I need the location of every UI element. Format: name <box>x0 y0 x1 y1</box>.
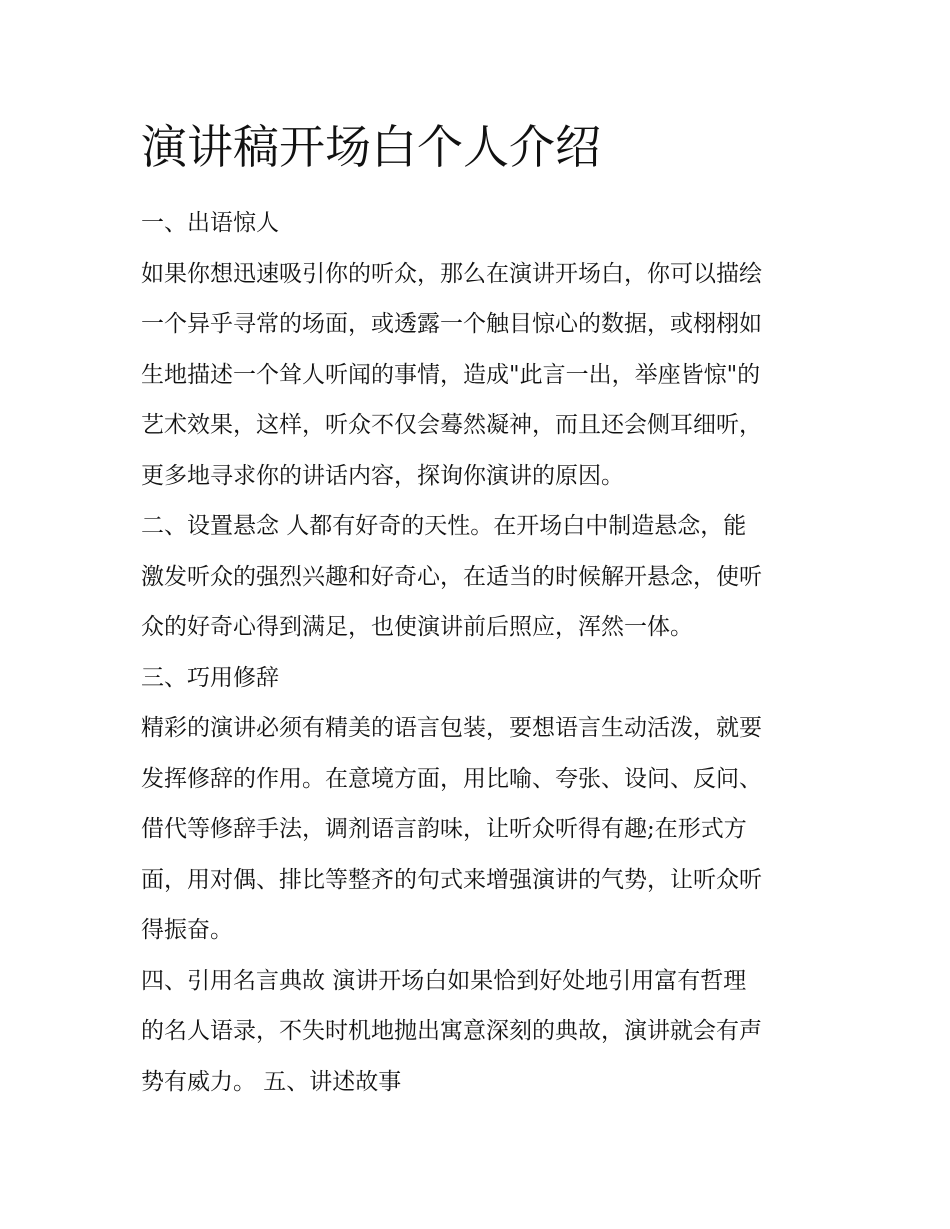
paragraph-line: 面，用对偶、排比等整齐的句式来增强演讲的气势，让听众听 <box>141 867 762 893</box>
paragraph-line: 得振奋。 <box>141 917 233 943</box>
paragraph-line: 更多地寻求你的讲话内容，探询你演讲的原因。 <box>141 463 624 489</box>
section-heading-1: 一、出语惊人 <box>141 210 279 236</box>
section-heading-2: 二、设置悬念 人都有好奇的天性。在开场白中制造悬念，能 <box>141 513 747 539</box>
section-heading-4: 四、引用名言典故 演讲开场白如果恰到好处地引用富有哲理 <box>141 968 747 994</box>
section-heading-3: 三、巧用修辞 <box>141 665 279 691</box>
paragraph-line: 的名人语录，不失时机地抛出寓意深刻的典故，演讲就会有声 <box>141 1018 762 1044</box>
paragraph-line: 精彩的演讲必须有精美的语言包装，要想语言生动活泼，就要 <box>141 715 762 741</box>
paragraph-line: 激发听众的强烈兴趣和好奇心，在适当的时候解开悬念，使听 <box>141 564 762 590</box>
paragraph-line: 生地描述一个耸人听闻的事情，造成"此言一出，举座皆惊"的 <box>141 362 761 388</box>
paragraph-line: 发挥修辞的作用。在意境方面，用比喻、夸张、设问、反问、 <box>141 766 762 792</box>
paragraph-line: 艺术效果，这样，听众不仅会蓦然凝神，而且还会侧耳细听， <box>141 412 762 438</box>
paragraph-line: 势有威力。 五、讲述故事 <box>141 1069 402 1095</box>
paragraph-line: 借代等修辞手法，调剂语言韵味，让听众听得有趣;在形式方 <box>141 816 747 842</box>
paragraph-line: 众的好奇心得到满足，也使演讲前后照应，浑然一体。 <box>141 614 693 640</box>
paragraph-line: 一个异乎寻常的场面，或透露一个触目惊心的数据，或栩栩如 <box>141 311 762 337</box>
paragraph-line: 如果你想迅速吸引你的听众，那么在演讲开场白，你可以描绘 <box>141 261 762 287</box>
document-title: 演讲稿开场白个人介绍 <box>141 120 601 174</box>
